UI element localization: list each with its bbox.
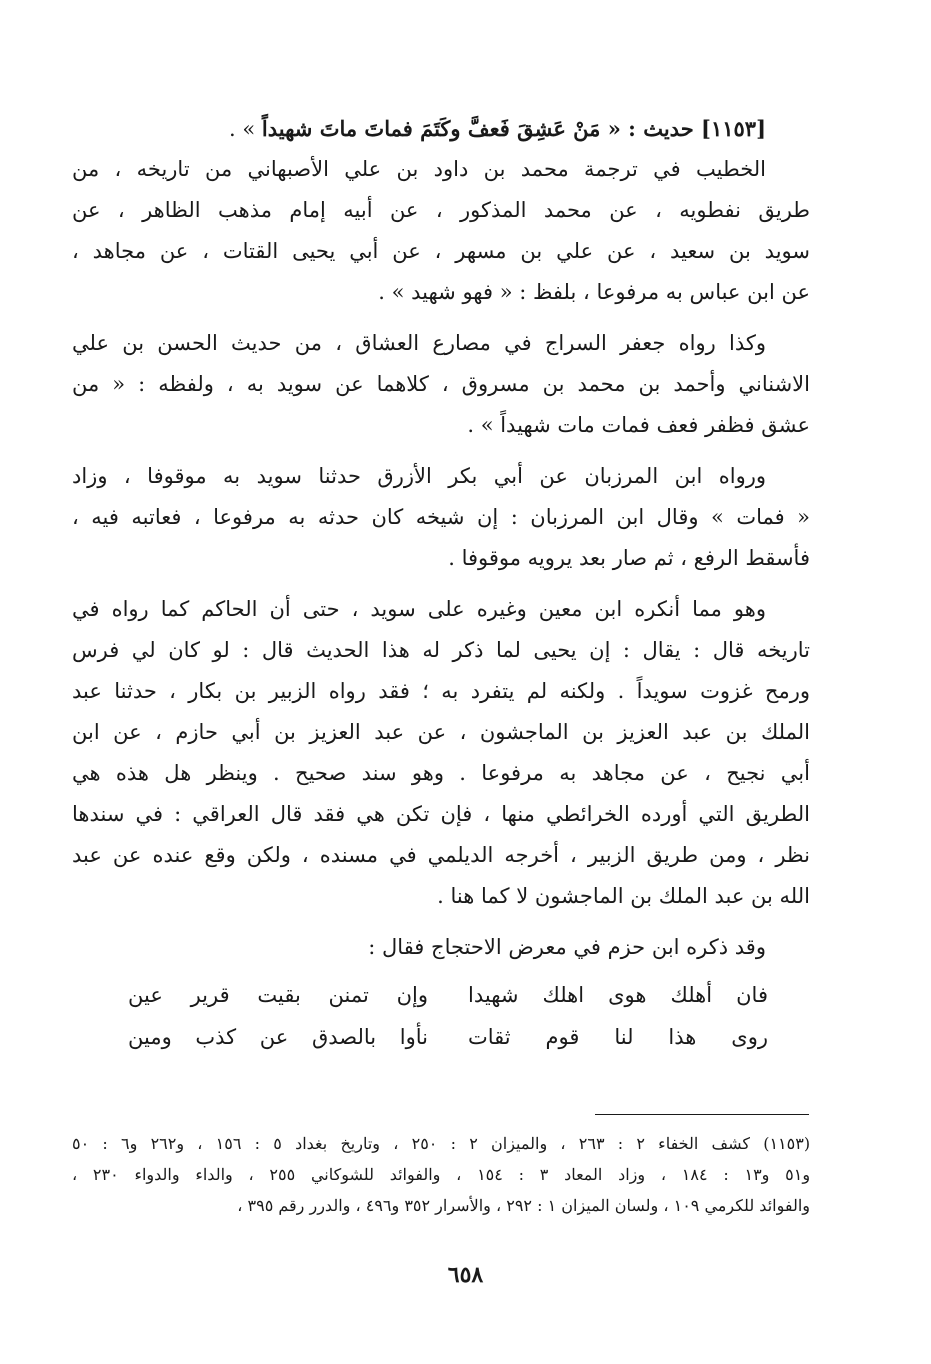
paragraph-line: ورواه ابن المرزبان عن أبي بكر الأزرق حدثنا سويد به موقوفا ، وزاد (72, 464, 766, 488)
footnote-line: (١١٥٣) كشف الخفاء ٢ : ٢٦٣ ، والميزان ٢ : ٢٥٠ ، وتاريخ بغداد ٥ : ١٥٦ ، و٢٦٢ و٦ : ٥٠ (72, 1134, 810, 1153)
paragraph-1 (72, 149, 810, 313)
poem-verse (128, 1016, 768, 1058)
paragraph-line: الملك بن عبد العزيز بن الماجشون ، عن عبد العزيز بن أبي حازم ، عن ابن (72, 720, 810, 744)
paragraph-3 (72, 456, 810, 579)
paragraph-line: « فمات » وقال ابن المرزبان : إن شيخه كان حدثه به مرفوعا ، فعاتبه فيه ، (72, 505, 810, 529)
paragraph-line: الطريق التي أورده الخرائطي منها ، فإن تكن هي فقد قال العراقي : في سندها (72, 802, 810, 826)
paragraph-line: نظر ، ومن طريق الزبير ، أخرجه الديلمي في مسنده ، ولكن وقع عنده عن عبد (72, 843, 810, 867)
paragraph-line: ورمح غزوت سويداً . ولكنه لم يتفرد به ؛ فقد رواه الزبير بن بكار ، حدثنا عبد (72, 679, 810, 703)
paragraph-4 (72, 589, 810, 917)
footnote-divider (595, 1114, 809, 1115)
poem-second-hemistich: نأوا بالصدق عن كذب ومين (128, 1025, 428, 1049)
paragraph-line: طريق نفطويه ، عن محمد المذكور ، عن أبيه إمام مذهب الظاهر ، عن (72, 198, 810, 222)
poem-first-hemistich: فان أهلك هوى اهلك شهيدا (468, 983, 768, 1007)
paragraph-line: فأسقط الرفع ، ثم صار بعد يرويه موقوفا . (448, 546, 810, 570)
main-text (72, 108, 810, 1058)
poem-verse (128, 974, 768, 1016)
paragraph-line: وقد ذكره ابن حزم في معرض الاحتجاج فقال : (368, 935, 766, 959)
paragraph-line: أبي نجيح ، عن مجاهد به مرفوعا . وهو سند صحيح . وينظر هل هذه هي (72, 761, 810, 785)
footnote-line: و٥١ و١٣ : ١٨٤ ، وزاد المعاد ٣ : ١٥٤ ، والفوائد للشوكاني ٢٥٥ ، والداء والدواء ٢٣٠ ، (72, 1165, 810, 1184)
hadith-text: مَنْ عَشِقَ فَعفَّ وكَتَمَ فماتَ ماتَ شهيداً (261, 116, 601, 141)
paragraph-line: سويد بن سعيد ، عن علي بن مسهر ، عن أبي يحيى القتات ، عن مجاهد ، (72, 239, 810, 263)
hadith-close: » . (229, 117, 262, 141)
paragraph-line: تاريخه قال : يقال : إن يحيى لما ذكر له هذا الحديث قال : لو كان لي فرس (72, 638, 810, 662)
paragraph-line: عشق فظفر فعف فمات مات شهيداً » . (467, 413, 810, 437)
footnotes (72, 1128, 810, 1221)
page-number: ٦٥٨ (447, 1262, 484, 1288)
paragraph-5 (72, 927, 810, 968)
poem (128, 974, 768, 1058)
paragraph-line: وهو مما أنكره ابن معين وغيره على سويد ، حتى أن الحاكم كما رواه في (72, 597, 766, 621)
paragraph-gap (72, 446, 810, 456)
hadith-heading (72, 108, 810, 149)
poem-first-hemistich: روى هذا لنا قوم ثقات (468, 1025, 768, 1049)
paragraph-gap (72, 917, 810, 927)
paragraph-gap (72, 313, 810, 323)
paragraph-gap (72, 579, 810, 589)
paragraph-line: وكذا رواه جعفر السراج في مصارع العشاق ، من حديث الحسن بن علي (72, 331, 766, 355)
poem-second-hemistich: وإن تمنن بقيت قرير عين (128, 983, 428, 1007)
footnote-line: والفوائد للكرمي ١٠٩ ، ولسان الميزان ١ : ٢٩٢ ، والأسرار ٣٥٢ و٤٩٦ ، والدرر رقم ٣٩٥ ، (237, 1196, 810, 1215)
paragraph-2 (72, 323, 810, 446)
paragraph-line: الاشناني وأحمد بن محمد بن مسروق ، كلاهما عن سويد به ، ولفظه : « من (72, 372, 810, 396)
paragraph-line: الخطيب في ترجمة محمد بن داود بن علي الأصبهاني من تاريخه ، من (72, 157, 766, 181)
paragraph-line: الله بن عبد الملك بن الماجشون لا كما هنا . (437, 884, 810, 908)
hadith-label: [١١٥٣] حديث : « (600, 116, 766, 141)
paragraph-line: عن ابن عباس به مرفوعا ، بلفظ : « فهو شهيد » . (378, 280, 810, 304)
